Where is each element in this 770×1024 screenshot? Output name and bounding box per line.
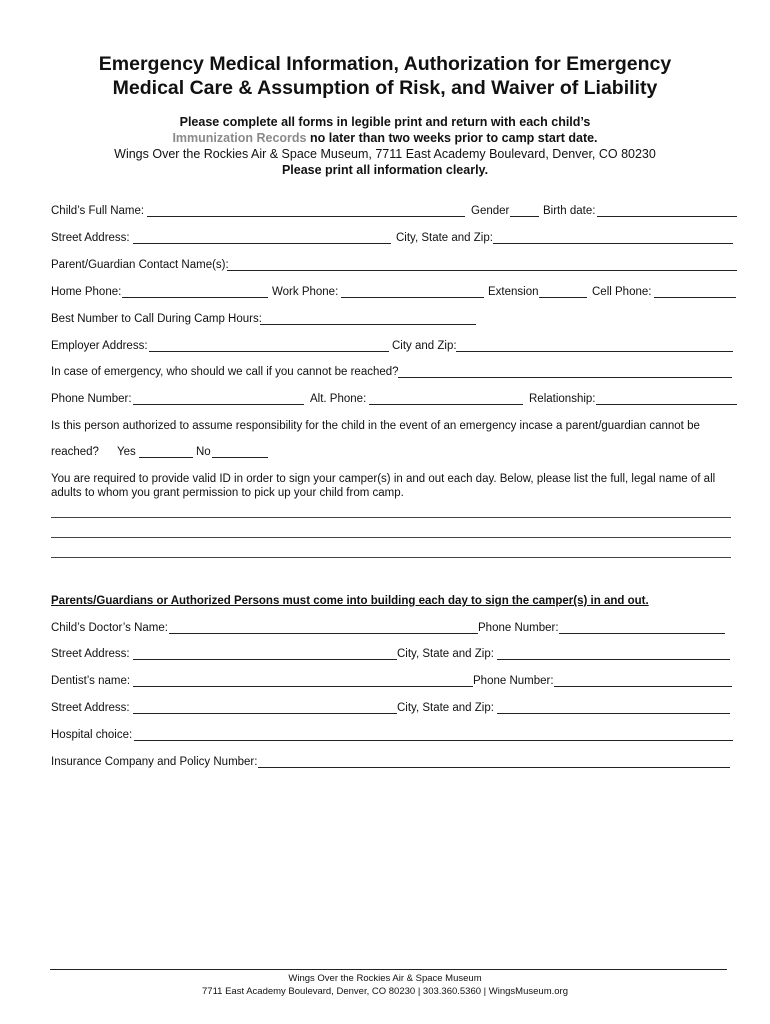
best-number-row xyxy=(51,311,741,327)
yes-field[interactable] xyxy=(139,457,193,458)
child-info-row xyxy=(51,203,741,219)
footer xyxy=(0,972,770,998)
id-requirement-paragraph: You are required to provide valid ID in order to sign your camper(s) in and out each day. Below, please list the full, legal name of all adults to whom you grant permission to pick up your child from camp. xyxy=(51,473,716,499)
intro-block xyxy=(0,114,770,178)
gender-field[interactable] xyxy=(510,216,539,217)
no-label: No xyxy=(196,446,211,458)
doctor-street-label: Street Address: xyxy=(51,648,130,660)
phone-number-field[interactable] xyxy=(133,404,304,405)
doctor-name-field[interactable] xyxy=(169,633,478,634)
gender-label: Gender xyxy=(471,205,510,217)
doctor-phone-label: Phone Number: xyxy=(478,622,559,634)
dentist-phone-field[interactable] xyxy=(554,686,732,687)
insurance-row xyxy=(51,754,741,770)
hospital-choice-label: Hospital choice: xyxy=(51,729,133,741)
relationship-label: Relationship: xyxy=(529,393,596,405)
parent-contact-field[interactable] xyxy=(227,270,737,271)
hospital-choice-field[interactable] xyxy=(134,740,733,741)
doctor-street-field[interactable] xyxy=(133,659,397,660)
employer-address-label: Employer Address: xyxy=(51,340,148,352)
city-state-zip-field[interactable] xyxy=(493,243,733,244)
cell-phone-field[interactable] xyxy=(654,297,736,298)
no-field[interactable] xyxy=(212,457,268,458)
authorized-person-line-2[interactable] xyxy=(51,537,731,538)
birth-date-label: Birth date: xyxy=(543,205,596,217)
intro-line-2 xyxy=(0,130,770,146)
parent-contact-label: Parent/Guardian Contact Name(s): xyxy=(51,259,229,271)
relationship-field[interactable] xyxy=(596,404,737,405)
alt-phone-field[interactable] xyxy=(369,404,523,405)
emergency-contact-row xyxy=(51,364,741,380)
museum-address: Wings Over the Rockies Air & Space Museum, 7711 East Academy Boulevard, Denver, CO 80230 xyxy=(114,147,656,161)
parent-contact-row xyxy=(51,257,741,273)
emergency-contact-label: In case of emergency, who should we call if you cannot be reached? xyxy=(51,366,399,378)
city-state-zip-label: City, State and Zip: xyxy=(396,232,493,244)
address-row xyxy=(51,230,741,246)
best-number-field[interactable] xyxy=(260,324,476,325)
dentist-row xyxy=(51,673,741,689)
cell-phone-label: Cell Phone: xyxy=(592,286,652,298)
dentist-street-field[interactable] xyxy=(133,713,397,714)
doctor-city-label: City, State and Zip: xyxy=(397,648,494,660)
doctor-address-row xyxy=(51,646,741,662)
immunization-records-link[interactable]: Immunization Records xyxy=(172,131,307,145)
phones-row xyxy=(51,284,741,300)
dentist-name-field[interactable] xyxy=(133,686,473,687)
dentist-city-field[interactable] xyxy=(497,713,730,714)
extension-field[interactable] xyxy=(539,297,587,298)
dentist-phone-label: Phone Number: xyxy=(473,675,554,687)
authorized-person-line-3[interactable] xyxy=(51,557,731,558)
insurance-field[interactable] xyxy=(258,767,730,768)
child-name-field[interactable] xyxy=(147,216,465,217)
employer-row xyxy=(51,338,741,354)
reached-label: reached? xyxy=(51,446,99,458)
doctor-phone-field[interactable] xyxy=(559,633,725,634)
dentist-city-label: City, State and Zip: xyxy=(397,702,494,714)
insurance-label: Insurance Company and Policy Number: xyxy=(51,756,258,768)
yes-label: Yes xyxy=(117,446,136,458)
dentist-name-label: Dentist’s name: xyxy=(51,675,131,687)
hospital-row xyxy=(51,727,741,743)
print-note: Please print all information clearly. xyxy=(281,163,489,177)
street-address-field[interactable] xyxy=(133,243,391,244)
intro-line-2-rest: no later than two weeks prior to camp start date. xyxy=(306,131,598,145)
title-line-1: Emergency Medical Information, Authorization for Emergency xyxy=(98,53,672,75)
title-line-2: Medical Care & Assumption of Risk, and Waiver of Liability xyxy=(112,77,658,99)
authorized-question-label: Is this person authorized to assume responsibility for the child in the event of an emergency incase a parent/guardian cannot be xyxy=(51,420,700,432)
footer-line-2: 7711 East Academy Boulevard, Denver, CO 80230 | 303.360.5360 | WingsMuseum.org xyxy=(202,986,568,997)
footer-line-1: Wings Over the Rockies Air & Space Museum xyxy=(288,973,482,984)
doctor-name-label: Child’s Doctor’s Name: xyxy=(51,622,168,634)
emergency-phones-row xyxy=(51,391,741,407)
doctor-row xyxy=(51,620,741,636)
employer-address-field[interactable] xyxy=(149,351,389,352)
home-phone-label: Home Phone: xyxy=(51,286,122,298)
authorized-question-row xyxy=(51,418,741,434)
sign-in-notice: Parents/Guardians or Authorized Persons must come into building each day to sign the camper(s) in and out. xyxy=(51,595,649,607)
best-number-label: Best Number to Call During Camp Hours: xyxy=(51,313,262,325)
phone-number-label: Phone Number: xyxy=(51,393,132,405)
extension-label: Extension xyxy=(488,286,539,298)
birth-date-field[interactable] xyxy=(597,216,737,217)
home-phone-field[interactable] xyxy=(122,297,268,298)
doctor-city-field[interactable] xyxy=(497,659,730,660)
city-and-zip-field[interactable] xyxy=(456,351,733,352)
alt-phone-label: Alt. Phone: xyxy=(310,393,367,405)
work-phone-field[interactable] xyxy=(341,297,484,298)
authorized-person-line-1[interactable] xyxy=(51,517,731,518)
dentist-address-row xyxy=(51,700,741,716)
form-title xyxy=(0,52,770,100)
reached-row xyxy=(51,444,741,460)
footer-divider xyxy=(50,969,727,970)
work-phone-label: Work Phone: xyxy=(272,286,339,298)
intro-line-1: Please complete all forms in legible print and return with each child’s xyxy=(179,115,591,129)
emergency-contact-field[interactable] xyxy=(398,377,732,378)
city-and-zip-label: City and Zip: xyxy=(392,340,457,352)
dentist-street-label: Street Address: xyxy=(51,702,130,714)
street-address-label: Street Address: xyxy=(51,232,130,244)
child-name-label: Child’s Full Name: xyxy=(51,205,145,217)
